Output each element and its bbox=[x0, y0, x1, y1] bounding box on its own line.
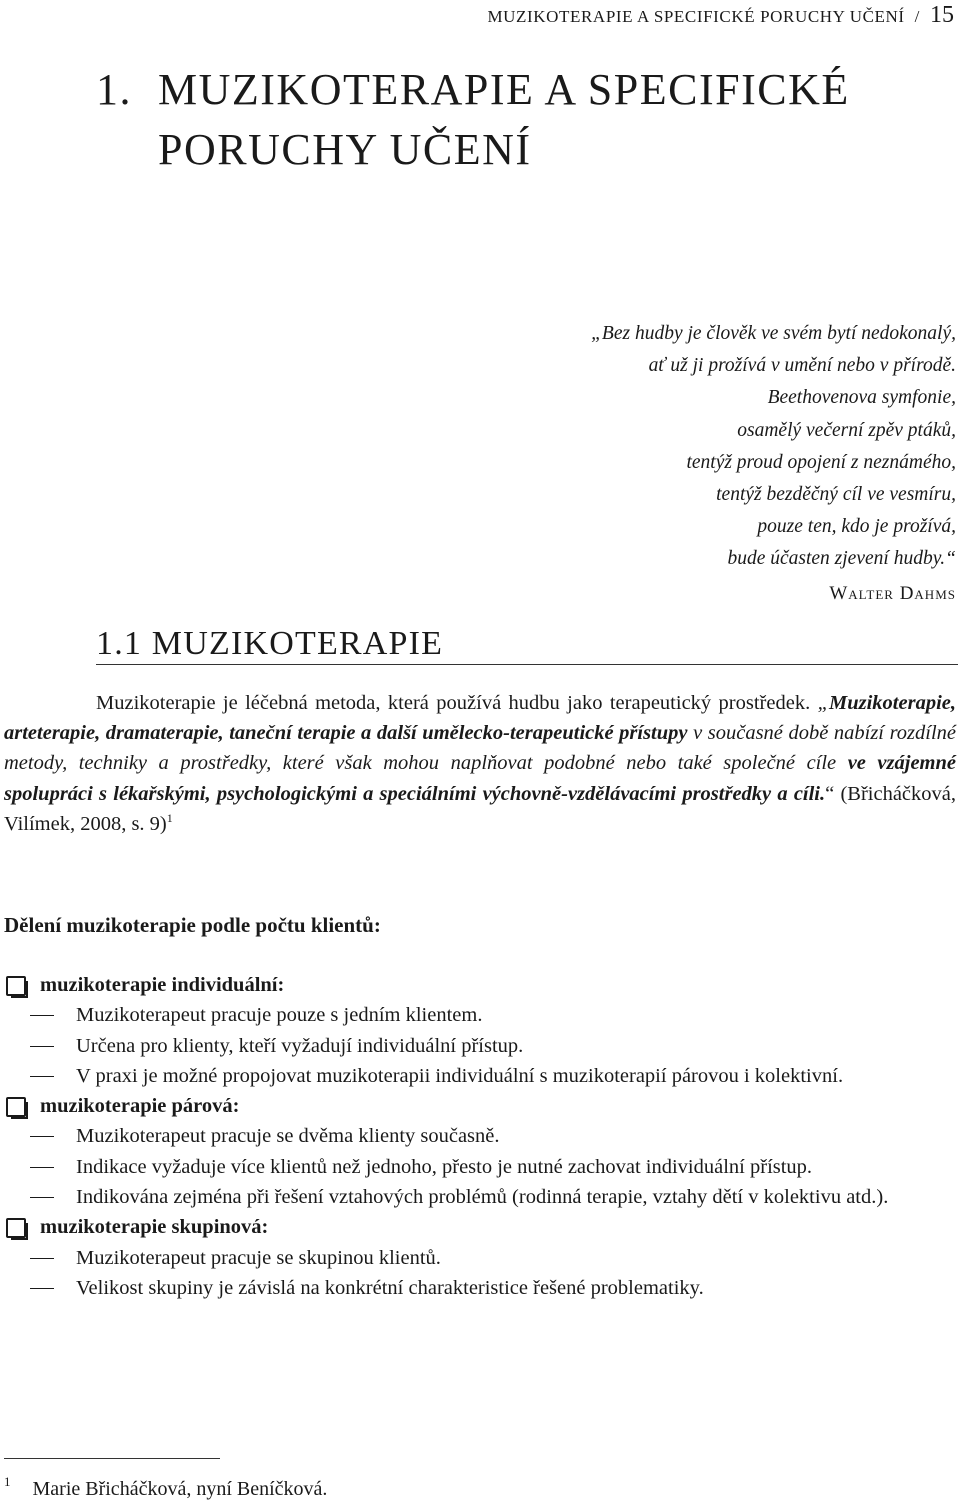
quote-middle: v současné době nabízí rozdílné metody, techniky a prostředky, které však mohou naplňovat podobné nebo také společné cíle bbox=[4, 722, 957, 775]
footnote-reference: 1 bbox=[166, 810, 173, 825]
running-head-separator: / bbox=[914, 7, 920, 26]
epigraph-line: „Bez hudby je člověk ve svém bytí nedokonalý, bbox=[591, 323, 956, 344]
list-item-text: Muzikoterapeut pracuje pouze s jedním klientem. bbox=[76, 1004, 483, 1027]
list-item bbox=[4, 1031, 956, 1061]
category-heading bbox=[4, 1212, 956, 1242]
chapter-title bbox=[96, 60, 916, 180]
epigraph-line: Beethovenova symfonie, bbox=[767, 387, 956, 409]
running-head bbox=[487, 2, 954, 29]
list-item bbox=[4, 1273, 956, 1303]
footnote-number: 1 bbox=[4, 1474, 11, 1489]
category-items bbox=[4, 1000, 956, 1091]
dash-icon bbox=[30, 1197, 54, 1198]
category-label: muzikoterapie individuální: bbox=[40, 974, 285, 996]
footnote bbox=[4, 1474, 327, 1501]
footnote-text: Marie Břicháčková, nyní Beníčková. bbox=[32, 1478, 328, 1500]
list-item-text: Indikována zejména při řešení vztahových problémů (rodinná terapie, vztahy dětí v kolektivu atd.). bbox=[76, 1186, 889, 1209]
section-title: 1.1 MUZIKOTERAPIE bbox=[96, 625, 444, 662]
section-divider bbox=[96, 664, 958, 665]
category-items bbox=[4, 1121, 956, 1212]
list-item bbox=[4, 1152, 956, 1182]
emphasis-cooperation: ve vzájemné spolupráci s lékařskými, psychologickými a speciálními výchovně-vzdělávacími prostředky a cíli. bbox=[4, 752, 957, 805]
category-label: muzikoterapie párová: bbox=[40, 1095, 240, 1118]
checkbox-icon bbox=[6, 1218, 26, 1238]
epigraph-line: tentýž proud opojení z neznámého, bbox=[686, 451, 956, 473]
list-item-text: Muzikoterapeut pracuje se skupinou klientů. bbox=[76, 1246, 441, 1269]
category-label: muzikoterapie skupinová: bbox=[40, 1216, 269, 1239]
list-item-text: V praxi je možné propojovat muzikoterapii individuální s muzikoterapií párovou i kolektivní. bbox=[76, 1064, 844, 1087]
running-head-title: MUZIKOTERAPIE A SPECIFICKÉ PORUCHY UČENÍ bbox=[487, 7, 905, 26]
chapter-title-line1: MUZIKOTERAPIE A SPECIFICKÉ bbox=[158, 65, 850, 114]
page-number: 15 bbox=[930, 2, 954, 28]
dash-icon bbox=[30, 1258, 54, 1259]
body-paragraph bbox=[4, 688, 956, 839]
category-heading bbox=[4, 970, 956, 1000]
checkbox-icon bbox=[6, 976, 26, 996]
dash-icon bbox=[30, 1136, 54, 1137]
category-items bbox=[4, 1243, 956, 1304]
list-item-text: Indikace vyžaduje více klientů než jednoho, přesto je nutné zachovat individuální přístup. bbox=[76, 1155, 813, 1178]
dash-icon bbox=[30, 1046, 54, 1047]
dash-icon bbox=[30, 1076, 54, 1077]
list-item bbox=[4, 1121, 956, 1151]
dash-icon bbox=[30, 1015, 54, 1016]
chapter-number: 1. bbox=[96, 65, 132, 114]
category-list bbox=[4, 970, 956, 1303]
epigraph-line: bude účasten zjevení hudby.“ bbox=[727, 548, 956, 570]
list-item-text: Určena pro klienty, kteří vyžadují individuální přístup. bbox=[76, 1034, 524, 1057]
paragraph-intro: Muzikoterapie je léčebná metoda, která používá hudbu jako terapeutický prostředek. bbox=[96, 692, 818, 714]
checkbox-icon bbox=[6, 1097, 26, 1117]
quote-open: „ bbox=[817, 692, 829, 714]
list-item bbox=[4, 1061, 956, 1091]
chapter-title-line2: PORUCHY UČENÍ bbox=[158, 125, 532, 174]
citation: “ (Břicháčková, Vilímek, 2008, s. 9) bbox=[4, 782, 956, 835]
dash-icon bbox=[30, 1288, 54, 1289]
epigraph-line: tentýž bezděčný cíl ve vesmíru, bbox=[716, 484, 956, 506]
list-item-text: Velikost skupiny je závislá na konkrétní charakteristice řešené problematiky. bbox=[76, 1276, 704, 1299]
dash-icon bbox=[30, 1167, 54, 1168]
footnote-divider bbox=[4, 1458, 220, 1459]
epigraph bbox=[356, 318, 956, 610]
epigraph-line: pouze ten, kdo je prožívá, bbox=[757, 516, 956, 538]
list-item bbox=[4, 1243, 956, 1273]
subheading: Dělení muzikoterapie podle počtu klientů: bbox=[4, 913, 381, 937]
list-item bbox=[4, 1000, 956, 1030]
list-item bbox=[4, 1182, 956, 1212]
emphasis-approaches: Muzikoterapie, arteterapie, dramaterapie, taneční terapie a další umělecko-terapeutické přístupy bbox=[4, 692, 956, 745]
epigraph-author: Walter Dahms bbox=[829, 582, 956, 604]
list-item-text: Muzikoterapeut pracuje se dvěma klienty současně. bbox=[76, 1125, 500, 1148]
epigraph-line: ať už ji prožívá v umění nebo v přírodě. bbox=[648, 355, 956, 377]
category-heading bbox=[4, 1091, 956, 1121]
epigraph-line: osamělý večerní zpěv ptáků, bbox=[737, 419, 956, 441]
